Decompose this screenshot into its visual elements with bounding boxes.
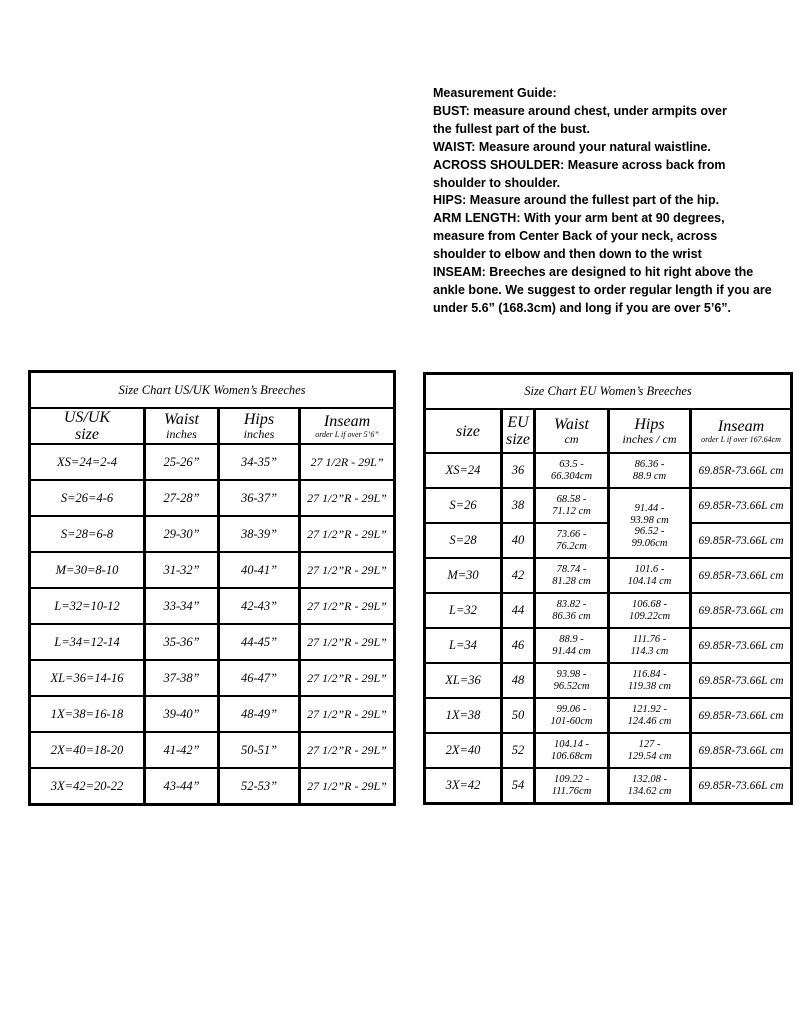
waist-cell: 33-34” [145, 588, 219, 624]
eu-header-inseam-line1: Inseam [717, 418, 765, 435]
hips-cell: 52-53” [219, 768, 300, 805]
waist-cell: 41-42” [145, 732, 219, 768]
hips-cell: 91.44 - 93.98 cm 96.52 - 99.06cm [609, 488, 691, 558]
inseam-cell: 69.85R-73.66L cm [691, 453, 792, 488]
us-header-waist [145, 408, 219, 444]
inseam-cell: 27 1/2”R - 29L” [300, 480, 395, 516]
us-header-hips-line1: Hips [243, 411, 275, 428]
hips-cell: 127 - 129.54 cm [609, 733, 691, 768]
eu-header-inseam [691, 409, 792, 453]
us-table-title: Size Chart US/UK Women’s Breeches [30, 372, 395, 409]
hips-cell: 44-45” [219, 624, 300, 660]
size-cell: S=26 [425, 488, 502, 523]
hips-cell: 38-39” [219, 516, 300, 552]
us-header-size-line2: size [75, 426, 99, 443]
size-cell: L=32=10-12 [30, 588, 145, 624]
us-header-size-line1: US/UK [63, 409, 111, 426]
size-cell: XL=36=14-16 [30, 660, 145, 696]
table-row [30, 660, 395, 696]
eu-header-hips-line2: inches / cm [622, 432, 677, 446]
size-cell: L=34 [425, 628, 502, 663]
waist-cell: 88.9 - 91.44 cm [535, 628, 609, 663]
table-row [30, 588, 395, 624]
table-row [425, 488, 792, 523]
waist-cell: 63.5 - 66.304cm [535, 453, 609, 488]
us-header-inseam [300, 408, 395, 444]
eu-header-eu-size [502, 409, 535, 453]
eu-cell: 42 [502, 558, 535, 593]
size-cell: L=34=12-14 [30, 624, 145, 660]
guide-line: shoulder to elbow and then down to the wrist [433, 247, 702, 262]
table-row [425, 593, 792, 628]
eu-table-header-row [425, 409, 792, 453]
eu-cell: 36 [502, 453, 535, 488]
inseam-cell: 69.85R-73.66L cm [691, 628, 792, 663]
guide-line: ARM LENGTH: With your arm bent at 90 degrees, [433, 211, 725, 226]
table-row [30, 624, 395, 660]
table-row [30, 768, 395, 805]
eu-cell: 40 [502, 523, 535, 558]
hips-cell: 111.76 - 114.3 cm [609, 628, 691, 663]
waist-cell: 104.14 - 106.68cm [535, 733, 609, 768]
inseam-cell: 27 1/2”R - 29L” [300, 696, 395, 732]
size-cell: 1X=38=16-18 [30, 696, 145, 732]
waist-cell: 37-38” [145, 660, 219, 696]
eu-cell: 46 [502, 628, 535, 663]
us-uk-size-table [28, 370, 396, 806]
inseam-cell: 27 1/2”R - 29L” [300, 660, 395, 696]
us-header-size [30, 408, 145, 444]
waist-cell: 29-30” [145, 516, 219, 552]
table-row [425, 628, 792, 663]
guide-line: HIPS: Measure around the fullest part of the hip. [433, 193, 720, 208]
eu-table-title: Size Chart EU Women’s Breeches [425, 374, 792, 410]
guide-line: WAIST: Measure around your natural waistline. [433, 139, 711, 154]
size-cell: S=28 [425, 523, 502, 558]
inseam-cell: 27 1/2”R - 29L” [300, 624, 395, 660]
size-cell: S=26=4-6 [30, 480, 145, 516]
size-cell: 2X=40=18-20 [30, 732, 145, 768]
eu-header-waist-line1: Waist [554, 416, 589, 433]
table-row [30, 480, 395, 516]
hips-cell: 46-47” [219, 660, 300, 696]
hips-cell: 121.92 - 124.46 cm [609, 698, 691, 733]
us-table-title-row [30, 372, 395, 409]
eu-header-inseam-line2: order L if over 167.64cm [701, 435, 781, 444]
waist-cell: 31-32” [145, 552, 219, 588]
inseam-cell: 69.85R-73.66L cm [691, 768, 792, 804]
size-cell: XS=24 [425, 453, 502, 488]
size-cell: S=28=6-8 [30, 516, 145, 552]
guide-line: ACROSS SHOULDER: Measure across back from [433, 157, 726, 172]
us-header-hips [219, 408, 300, 444]
hips-cell: 50-51” [219, 732, 300, 768]
inseam-cell: 69.85R-73.66L cm [691, 698, 792, 733]
eu-header-hips [609, 409, 691, 453]
eu-cell: 48 [502, 663, 535, 698]
hips-cell: 116.84 - 119.38 cm [609, 663, 691, 698]
waist-cell: 25-26” [145, 444, 219, 480]
us-header-inseam-line1: Inseam [323, 413, 371, 430]
eu-header-size [425, 409, 502, 453]
waist-cell: 93.98 - 96.52cm [535, 663, 609, 698]
hips-cell: 101.6 - 104.14 cm [609, 558, 691, 593]
table-row [425, 698, 792, 733]
hips-cell: 42-43” [219, 588, 300, 624]
eu-cell: 54 [502, 768, 535, 804]
us-header-inseam-line2: order L if over 5’6” [315, 430, 379, 439]
guide-line: Measurement Guide: [433, 86, 557, 100]
size-cell: L=32 [425, 593, 502, 628]
eu-header-hips-line1: Hips [634, 416, 665, 433]
inseam-cell: 69.85R-73.66L cm [691, 558, 792, 593]
inseam-cell: 27 1/2”R - 29L” [300, 588, 395, 624]
guide-line: shoulder to shoulder. [433, 175, 561, 190]
table-row [425, 558, 792, 593]
waist-cell: 27-28” [145, 480, 219, 516]
guide-line: ankle bone. We suggest to order regular length if you are [433, 282, 772, 297]
waist-cell: 43-44” [145, 768, 219, 805]
guide-line: INSEAM: Breeches are designed to hit right above the [433, 265, 754, 280]
waist-cell: 73.66 - 76.2cm [535, 523, 609, 558]
us-table-header-row [30, 408, 395, 444]
eu-header-size-label: size [456, 422, 480, 440]
inseam-cell: 69.85R-73.66L cm [691, 593, 792, 628]
eu-cell: 50 [502, 698, 535, 733]
hips-cell: 40-41” [219, 552, 300, 588]
table-row [425, 453, 792, 488]
guide-line: the fullest part of the bust. [433, 121, 590, 136]
inseam-cell: 27 1/2”R - 29L” [300, 732, 395, 768]
eu-header-eu-line1: EU [507, 414, 529, 431]
guide-line: BUST: measure around chest, under armpits over [433, 103, 727, 118]
table-row [30, 516, 395, 552]
inseam-cell: 69.85R-73.66L cm [691, 523, 792, 558]
hips-cell: 132.08 - 134.62 cm [609, 768, 691, 804]
waist-cell: 78.74 - 81.28 cm [535, 558, 609, 593]
eu-cell: 38 [502, 488, 535, 523]
size-cell: XS=24=2-4 [30, 444, 145, 480]
eu-header-waist-line2: cm [564, 432, 579, 446]
hips-cell: 106.68 - 109.22cm [609, 593, 691, 628]
size-cell: 2X=40 [425, 733, 502, 768]
hips-cell: 48-49” [219, 696, 300, 732]
hips-cell: 86.36 - 88.9 cm [609, 453, 691, 488]
inseam-cell: 27 1/2”R - 29L” [300, 768, 395, 805]
waist-cell: 83.82 - 86.36 cm [535, 593, 609, 628]
size-cell: M=30 [425, 558, 502, 593]
size-cell: 1X=38 [425, 698, 502, 733]
table-row [30, 732, 395, 768]
eu-table-title-row [425, 374, 792, 410]
size-cell: 3X=42=20-22 [30, 768, 145, 805]
eu-header-waist [535, 409, 609, 453]
size-cell: M=30=8-10 [30, 552, 145, 588]
table-row [30, 552, 395, 588]
table-row [30, 696, 395, 732]
inseam-cell: 27 1/2R - 29L” [300, 444, 395, 480]
eu-cell: 44 [502, 593, 535, 628]
table-row [425, 523, 792, 558]
hips-cell: 36-37” [219, 480, 300, 516]
us-header-hips-line2: inches [243, 427, 275, 441]
waist-cell: 99.06 - 101-60cm [535, 698, 609, 733]
eu-cell: 52 [502, 733, 535, 768]
measurement-guide [433, 85, 800, 318]
inseam-cell: 69.85R-73.66L cm [691, 733, 792, 768]
inseam-cell: 27 1/2”R - 29L” [300, 552, 395, 588]
size-cell: 3X=42 [425, 768, 502, 804]
inseam-cell: 69.85R-73.66L cm [691, 488, 792, 523]
eu-header-eu-line2: size [506, 431, 530, 448]
waist-cell: 109.22 - 111.76cm [535, 768, 609, 804]
inseam-cell: 69.85R-73.66L cm [691, 663, 792, 698]
waist-cell: 68.58 - 71.12 cm [535, 488, 609, 523]
hips-cell: 34-35” [219, 444, 300, 480]
table-row [30, 444, 395, 480]
us-header-waist-line2: inches [166, 427, 197, 441]
table-row [425, 768, 792, 804]
guide-line: measure from Center Back of your neck, across [433, 229, 718, 244]
guide-line: under 5.6” (168.3cm) and long if you are over 5’6”. [433, 300, 732, 315]
inseam-cell: 27 1/2”R - 29L” [300, 516, 395, 552]
table-row [425, 733, 792, 768]
waist-cell: 35-36” [145, 624, 219, 660]
us-header-waist-line1: Waist [164, 411, 199, 428]
size-cell: XL=36 [425, 663, 502, 698]
waist-cell: 39-40” [145, 696, 219, 732]
table-row [425, 663, 792, 698]
eu-size-table [423, 372, 793, 805]
